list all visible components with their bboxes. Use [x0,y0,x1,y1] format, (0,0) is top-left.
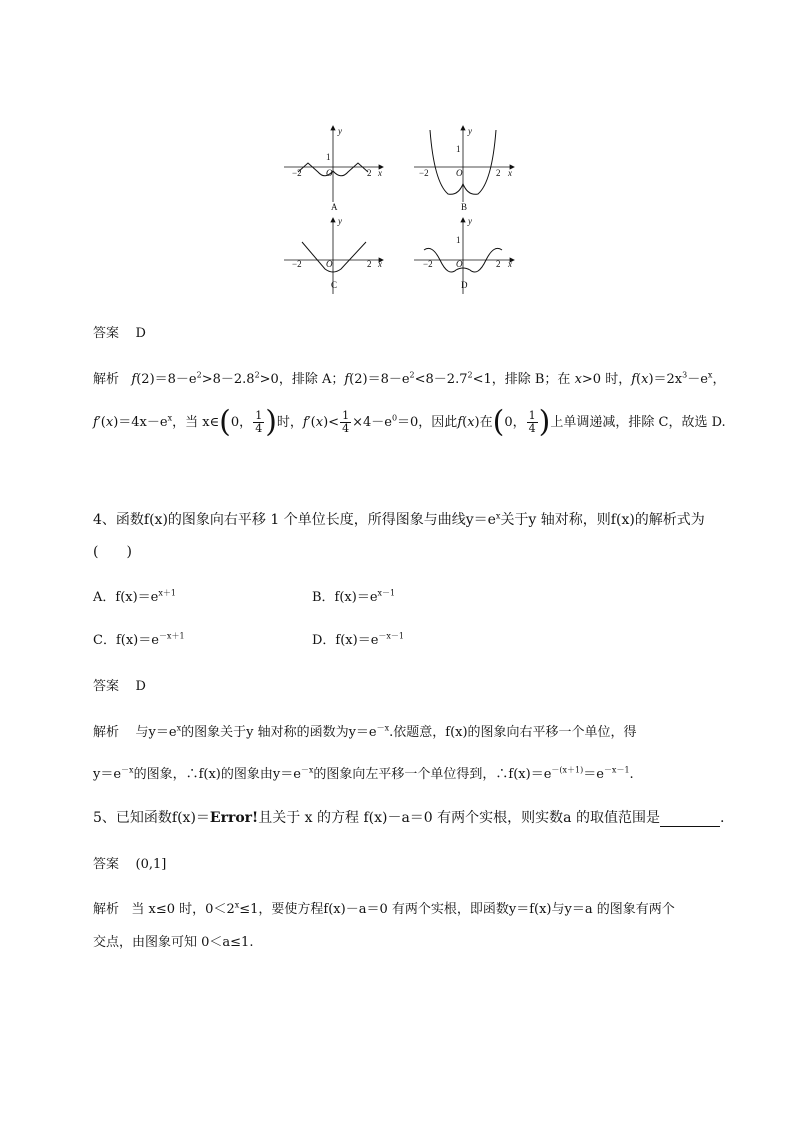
graphs-figure [280,122,520,294]
graph-d-caption: D [461,280,468,290]
question-text: 4、函数f(x)的图象向右平移 1 个单位长度，所得图象与曲线y＝e [93,512,496,528]
q4-option-b: B．$f(x)=e^{x-1}$ [312,588,396,605]
answer-value: D [135,679,146,694]
graph-b-x-label: x [508,168,512,178]
error-text: Error! [209,810,259,826]
graph-b-xmax: 2 [496,168,501,178]
graph-b [414,126,514,202]
graph-a-x-label: x [378,168,382,178]
graph-c-xmin: −2 [292,259,302,269]
q4-stem: 4、函数f(x)的图象向右平移 1 个单位长度，所得图象与曲线$y=e^x$关于y 轴对称，则f(x)的解析式为 [93,511,705,528]
graph-a-labels [292,126,382,212]
graph-d-y-label: y [468,216,472,226]
graph-a [284,126,383,202]
graph-c-xmax: 2 [367,259,372,269]
q5-stem: 5、已知函数f(x)＝Error!且关于 x 的方程 f(x)－a＝0 有两个实根，则实数a 的取值范围是 . [93,810,725,826]
graph-d-xmax: 2 [496,259,501,269]
q5-answer [93,853,166,872]
q5-analysis-line2: 交点，由图象可知 0＜a≤1. [93,935,254,950]
analysis-text: ＝4x－e [118,415,168,430]
q4-bracket: ( ) [93,544,132,560]
graph-b-ytick: 1 [456,144,461,154]
analysis-label: 解析 [93,902,120,917]
graph-b-caption: B [461,202,468,212]
graph-a-caption: A [331,202,338,212]
q3-analysis-line2: $f'(x)=4x-e^x$，当 x∈(0， $\frac{1}{4}$ )时，f′(x)< $\frac{1}{4}$ $\times 4-e^0=0$，因此f(x)在(0， $\frac{1}{4}$ )上单调递减，排除 C，故选 D. [93,404,726,440]
analysis-text: (2)＝8－e [349,372,410,387]
graph-d-x-label: x [508,259,512,269]
analysis-text: (2)＝8－e [136,372,197,387]
analysis-text: 上单调递减，排除 C，故选 D. [550,415,726,430]
graph-a-xmax: 2 [367,168,372,178]
q5-analysis-line1: 解析 当 x≤0 时，$0<2^x\le 1$，要使方程f(x)－a＝0 有两个实根，即函数y＝f(x)与y＝a 的图象有两个 [93,900,675,917]
answer-blank [660,814,720,827]
analysis-text: <1，排除 B；在 [472,372,575,387]
question-text: 关于y 轴对称，则f(x)的解析式为 [500,512,705,528]
graph-b-origin: O [456,168,463,178]
graph-d-ytick: 1 [456,235,461,245]
q4-option-c: C．$f(x)=e^{-x+1}$ [93,631,185,648]
graph-b-y-label: y [468,126,472,136]
analysis-label: 解析 [93,372,120,387]
answer-value: D [135,326,146,341]
graph-d-origin: O [456,259,463,269]
interval-start: 0 [230,415,240,430]
graph-c-caption: C [331,280,338,290]
q3-analysis-line1: 解析 $f(2)=8-e^2>8-2.8^2>0$，排除 A；$f(2)=8-e^2<8-2.7^2<1$，排除 B；在 x>0 时，$f(x)=2x^3-e^x$， [93,370,726,387]
answer-value: (0,1] [135,857,167,872]
fraction: $\frac{1}{4}$ [255,409,263,435]
graph-d-labels [423,216,512,290]
analysis-text: 在 [479,415,493,430]
graph-a-ytick: 1 [326,152,331,162]
q3-answer [93,322,146,341]
graph-c-y-label: y [338,216,342,226]
q4-analysis-line2: $y=e^{-x}$的图象，∴f(x)的图象由$y=e^{-x}$的图象向左平移一个单位得到，$\therefore f(x)=e^{-(x+1)}=e^{-x-1}$. [93,765,634,782]
analysis-text: >0 时， [581,372,632,387]
graph-a-y-label: y [338,126,342,136]
answer-label: 答案 [93,326,120,341]
q4-analysis-line1: 解析 与$y=e^x$的图象关于y 轴对称的函数为$y=e^{-x}$.依题意，f(x)的图象向右平移一个单位，得 [93,723,637,740]
analysis-text: ×4－e [352,415,392,430]
analysis-text: ＝0，因此 [397,415,458,430]
graph-a-origin: O [326,168,333,178]
analysis-label: 解析 [93,725,120,740]
q4-option-d: D．$f(x)=e^{-x-1}$ [312,631,405,648]
graph-c-labels [292,216,382,290]
graph-a-xmin: −2 [292,168,302,178]
answer-label: 答案 [93,857,120,872]
graph-d-xmin: −2 [423,259,433,269]
analysis-text: －e [687,372,708,387]
analysis-text: 时， [276,415,303,430]
graph-b-labels [419,126,512,212]
graph-c-x-label: x [378,259,382,269]
analysis-text: >0，排除 A； [259,372,345,387]
analysis-text: >8－2.8 [201,372,255,387]
graph-b-xmin: −2 [419,168,429,178]
fraction: $\frac{1}{4}$ [342,409,350,435]
analysis-text: ，当 x∈ [172,415,220,430]
analysis-text: ＝2x [653,372,683,387]
q4-answer [93,675,146,694]
q4-option-a: A．$f(x)=e^{x+1}$ [93,588,176,605]
f-symbol: f [131,372,137,387]
graph-c-origin: O [326,259,333,269]
analysis-text: <8－2.7 [414,372,468,387]
answer-label: 答案 [93,679,120,694]
fraction: $\frac{1}{4}$ [528,409,536,435]
